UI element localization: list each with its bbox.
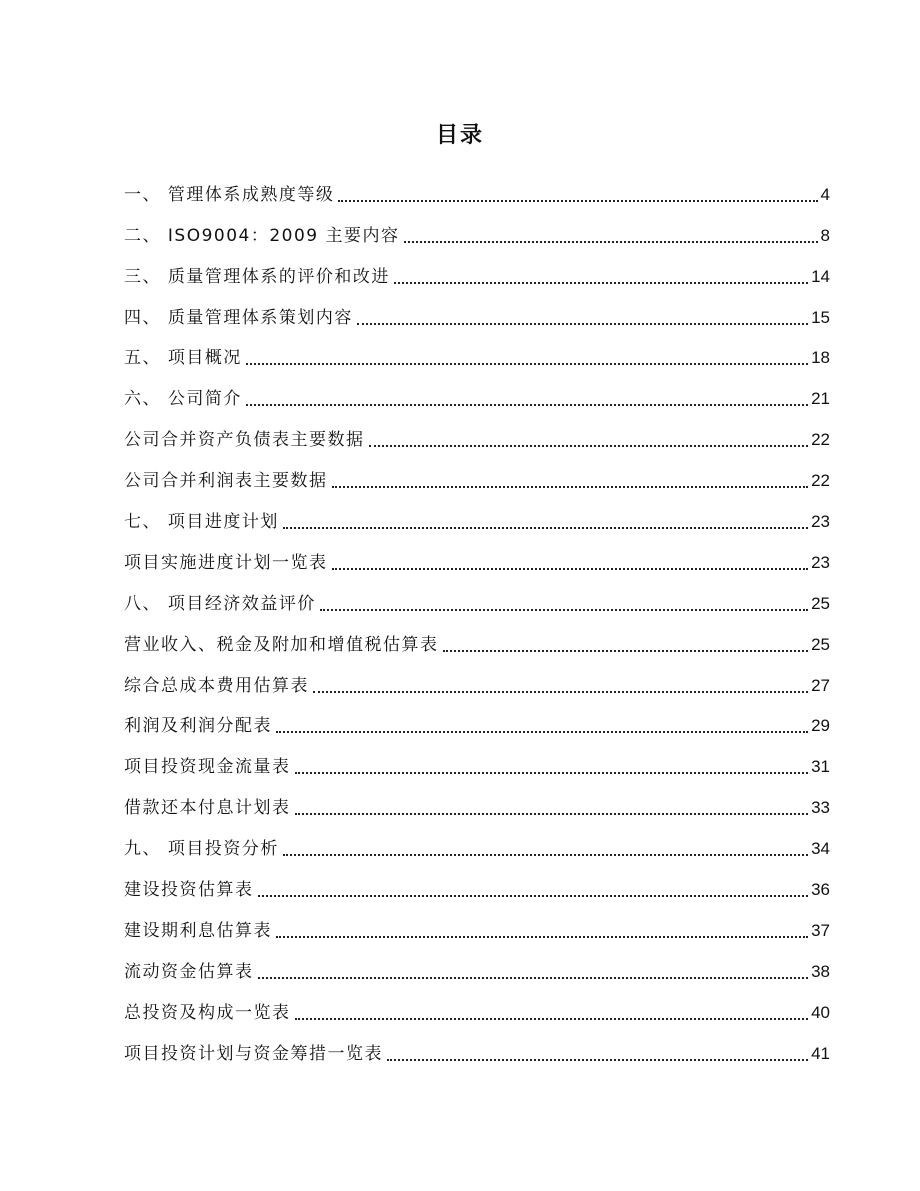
toc-page-number: 36 <box>811 880 830 900</box>
toc-entry[interactable] <box>124 499 830 540</box>
toc-list <box>124 172 830 1072</box>
toc-page-number: 34 <box>811 839 830 859</box>
toc-entry-text: 项目投资计划与资金筹措一览表 <box>124 1043 383 1064</box>
toc-dot-leader <box>246 404 808 406</box>
toc-page-number: 15 <box>811 307 830 327</box>
toc-entry[interactable] <box>124 990 830 1031</box>
toc-entry-text: 七、 项目进度计划 <box>124 512 279 533</box>
toc-entry[interactable] <box>124 663 830 704</box>
toc-page-number: 38 <box>811 961 830 981</box>
toc-entry-text: 五、 项目概况 <box>124 348 242 369</box>
toc-entry[interactable] <box>124 949 830 990</box>
toc-entry-text: 一、 管理体系成熟度等级 <box>124 184 335 205</box>
toc-dot-leader <box>276 731 808 733</box>
toc-entry-text: 九、 项目投资分析 <box>124 839 279 860</box>
toc-dot-leader <box>283 854 808 856</box>
toc-entry-text: 流动资金估算表 <box>124 961 254 982</box>
toc-entry[interactable] <box>124 785 830 826</box>
toc-entry[interactable] <box>124 172 830 213</box>
toc-dot-leader <box>313 691 808 693</box>
toc-dot-leader <box>283 527 808 529</box>
toc-entry[interactable] <box>124 744 830 785</box>
toc-dot-leader <box>295 772 809 774</box>
toc-page-number: 8 <box>820 225 830 245</box>
toc-entry-text: 借款还本付息计划表 <box>124 798 291 819</box>
toc-entry[interactable] <box>124 254 830 295</box>
toc-entry-text: 建设投资估算表 <box>124 880 254 901</box>
toc-entry[interactable] <box>124 417 830 458</box>
toc-dot-leader <box>320 609 808 611</box>
toc-entry[interactable] <box>124 704 830 745</box>
toc-page-number: 27 <box>811 675 830 695</box>
toc-dot-leader <box>246 363 808 365</box>
toc-page-number: 14 <box>811 266 830 286</box>
toc-entry[interactable] <box>124 295 830 336</box>
toc-entry-text: 建设期利息估算表 <box>124 920 272 941</box>
toc-entry-text: 总投资及构成一览表 <box>124 1002 291 1023</box>
toc-page-number: 18 <box>811 348 830 368</box>
toc-entry[interactable] <box>124 458 830 499</box>
toc-page-number: 33 <box>811 798 830 818</box>
toc-dot-leader <box>338 200 817 202</box>
toc-entry-text: 综合总成本费用估算表 <box>124 675 309 696</box>
toc-entry-text: 公司合并利润表主要数据 <box>124 471 328 492</box>
toc-entry[interactable] <box>124 826 830 867</box>
toc-dot-leader <box>295 813 809 815</box>
toc-entry[interactable] <box>124 622 830 663</box>
toc-dot-leader <box>258 895 809 897</box>
toc-page-number: 25 <box>811 593 830 613</box>
toc-entry[interactable] <box>124 867 830 908</box>
toc-dot-leader <box>332 568 809 570</box>
toc-page-number: 40 <box>811 1002 830 1022</box>
toc-entry-text: 四、 质量管理体系策划内容 <box>124 307 353 328</box>
toc-entry[interactable] <box>124 581 830 622</box>
toc-entry-text: 三、 质量管理体系的评价和改进 <box>124 266 390 287</box>
toc-dot-leader <box>369 445 809 447</box>
toc-entry[interactable] <box>124 376 830 417</box>
toc-entry-text: 利润及利润分配表 <box>124 716 272 737</box>
toc-entry-text: 营业收入、税金及附加和增值税估算表 <box>124 634 439 655</box>
toc-entry[interactable] <box>124 336 830 377</box>
toc-entry[interactable] <box>124 1031 830 1072</box>
toc-dot-leader <box>387 1059 808 1061</box>
toc-dot-leader <box>357 323 808 325</box>
toc-page-number: 29 <box>811 716 830 736</box>
toc-page-number: 22 <box>811 430 830 450</box>
toc-page-number: 23 <box>811 512 830 532</box>
toc-entry-text: 项目投资现金流量表 <box>124 757 291 778</box>
toc-dot-leader <box>443 650 809 652</box>
toc-entry-text: 项目实施进度计划一览表 <box>124 552 328 573</box>
toc-page-number: 21 <box>811 389 830 409</box>
toc-page-number: 22 <box>811 471 830 491</box>
toc-entry[interactable] <box>124 540 830 581</box>
toc-entry[interactable] <box>124 213 830 254</box>
toc-page-number: 37 <box>811 920 830 940</box>
toc-page-number: 23 <box>811 552 830 572</box>
toc-dot-leader <box>404 241 818 243</box>
toc-page-number: 25 <box>811 634 830 654</box>
toc-entry-text: 八、 项目经济效益评价 <box>124 593 316 614</box>
toc-entry[interactable] <box>124 908 830 949</box>
toc-entry-text: 公司合并资产负债表主要数据 <box>124 430 365 451</box>
toc-entry-text: 六、 公司简介 <box>124 389 242 410</box>
toc-title: 目录 <box>435 123 484 148</box>
toc-page-number: 41 <box>811 1043 830 1063</box>
toc-dot-leader <box>295 1018 809 1020</box>
toc-dot-leader <box>258 977 809 979</box>
toc-page-number: 31 <box>811 757 830 777</box>
toc-dot-leader <box>394 282 808 284</box>
toc-entry-text: 二、 ISO9004：2009 主要内容 <box>124 225 400 246</box>
toc-page-number: 4 <box>820 184 830 204</box>
toc-dot-leader <box>276 936 808 938</box>
toc-dot-leader <box>332 486 809 488</box>
